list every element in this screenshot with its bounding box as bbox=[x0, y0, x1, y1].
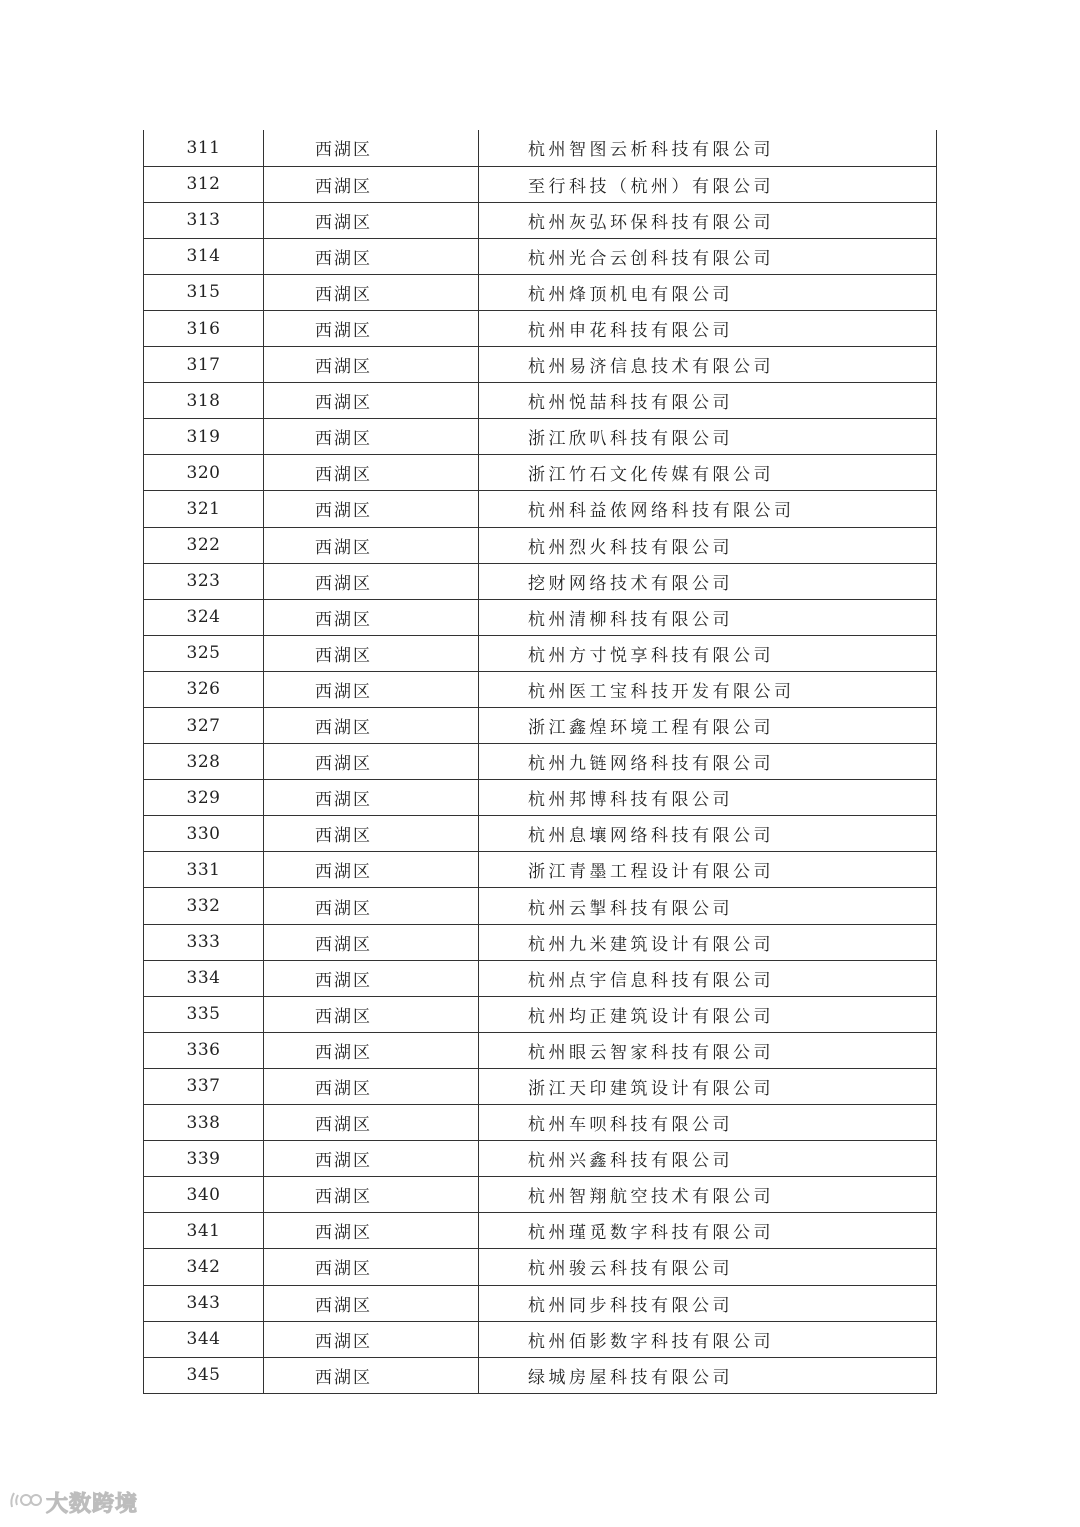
company-name-cell: 杭州车呗科技有限公司 bbox=[479, 1105, 937, 1141]
district-cell: 西湖区 bbox=[264, 1321, 479, 1357]
company-name-cell: 杭州灰弘环保科技有限公司 bbox=[479, 202, 937, 238]
table-row bbox=[144, 491, 937, 527]
company-name-cell: 杭州眼云智家科技有限公司 bbox=[479, 1032, 937, 1068]
company-name-cell: 至行科技（杭州）有限公司 bbox=[479, 166, 937, 202]
row-number: 328 bbox=[144, 744, 264, 780]
company-name-cell: 杭州云掣科技有限公司 bbox=[479, 888, 937, 924]
district-cell: 西湖区 bbox=[264, 1141, 479, 1177]
district-cell: 西湖区 bbox=[264, 996, 479, 1032]
watermark-text: 大数跨境 bbox=[46, 1491, 139, 1517]
sound-wave-logo-icon bbox=[8, 1487, 42, 1517]
district-cell: 西湖区 bbox=[264, 1032, 479, 1068]
row-number: 336 bbox=[144, 1032, 264, 1068]
row-number: 322 bbox=[144, 527, 264, 563]
row-number: 335 bbox=[144, 996, 264, 1032]
table-row bbox=[144, 635, 937, 671]
district-cell: 西湖区 bbox=[264, 1213, 479, 1249]
row-number: 319 bbox=[144, 419, 264, 455]
watermark bbox=[8, 1488, 138, 1516]
table-row bbox=[144, 274, 937, 310]
row-number: 330 bbox=[144, 816, 264, 852]
table-row bbox=[144, 924, 937, 960]
company-name-cell: 浙江欣叭科技有限公司 bbox=[479, 419, 937, 455]
table-row bbox=[144, 744, 937, 780]
row-number: 315 bbox=[144, 274, 264, 310]
table-row bbox=[144, 708, 937, 744]
row-number: 311 bbox=[144, 130, 264, 166]
table-row bbox=[144, 347, 937, 383]
row-number: 339 bbox=[144, 1141, 264, 1177]
row-number: 332 bbox=[144, 888, 264, 924]
company-name-cell: 杭州同步科技有限公司 bbox=[479, 1285, 937, 1321]
table-row bbox=[144, 563, 937, 599]
table-row bbox=[144, 1357, 937, 1393]
district-cell: 西湖区 bbox=[264, 130, 479, 166]
table-row bbox=[144, 816, 937, 852]
table-row bbox=[144, 1032, 937, 1068]
table-row bbox=[144, 996, 937, 1032]
district-cell: 西湖区 bbox=[264, 274, 479, 310]
table-row bbox=[144, 1249, 937, 1285]
row-number: 345 bbox=[144, 1357, 264, 1393]
company-list-table bbox=[143, 130, 937, 1394]
row-number: 313 bbox=[144, 202, 264, 238]
company-name-cell: 浙江竹石文化传媒有限公司 bbox=[479, 455, 937, 491]
district-cell: 西湖区 bbox=[264, 527, 479, 563]
row-number: 344 bbox=[144, 1321, 264, 1357]
district-cell: 西湖区 bbox=[264, 1105, 479, 1141]
district-cell: 西湖区 bbox=[264, 816, 479, 852]
table-row bbox=[144, 960, 937, 996]
district-cell: 西湖区 bbox=[264, 708, 479, 744]
company-name-cell: 杭州均正建筑设计有限公司 bbox=[479, 996, 937, 1032]
table-row bbox=[144, 1141, 937, 1177]
district-cell: 西湖区 bbox=[264, 202, 479, 238]
company-name-cell: 杭州智图云析科技有限公司 bbox=[479, 130, 937, 166]
row-number: 325 bbox=[144, 635, 264, 671]
district-cell: 西湖区 bbox=[264, 455, 479, 491]
row-number: 318 bbox=[144, 383, 264, 419]
table-row bbox=[144, 383, 937, 419]
company-name-cell: 浙江青墨工程设计有限公司 bbox=[479, 852, 937, 888]
district-cell: 西湖区 bbox=[264, 635, 479, 671]
company-name-cell: 杭州九链网络科技有限公司 bbox=[479, 744, 937, 780]
company-name-cell: 杭州智翔航空技术有限公司 bbox=[479, 1177, 937, 1213]
row-number: 331 bbox=[144, 852, 264, 888]
table-row bbox=[144, 310, 937, 346]
row-number: 327 bbox=[144, 708, 264, 744]
row-number: 324 bbox=[144, 599, 264, 635]
row-number: 321 bbox=[144, 491, 264, 527]
district-cell: 西湖区 bbox=[264, 419, 479, 455]
district-cell: 西湖区 bbox=[264, 383, 479, 419]
table-row bbox=[144, 1285, 937, 1321]
row-number: 341 bbox=[144, 1213, 264, 1249]
district-cell: 西湖区 bbox=[264, 1249, 479, 1285]
table-row bbox=[144, 780, 937, 816]
table-body bbox=[144, 130, 937, 1393]
district-cell: 西湖区 bbox=[264, 1068, 479, 1104]
company-name-cell: 杭州兴鑫科技有限公司 bbox=[479, 1141, 937, 1177]
company-name-cell: 杭州科益侬网络科技有限公司 bbox=[479, 491, 937, 527]
table-row bbox=[144, 166, 937, 202]
district-cell: 西湖区 bbox=[264, 744, 479, 780]
row-number: 340 bbox=[144, 1177, 264, 1213]
district-cell: 西湖区 bbox=[264, 238, 479, 274]
table-row bbox=[144, 888, 937, 924]
district-cell: 西湖区 bbox=[264, 347, 479, 383]
table-row bbox=[144, 1177, 937, 1213]
table-row bbox=[144, 455, 937, 491]
row-number: 334 bbox=[144, 960, 264, 996]
district-cell: 西湖区 bbox=[264, 1357, 479, 1393]
row-number: 338 bbox=[144, 1105, 264, 1141]
table-row bbox=[144, 419, 937, 455]
company-name-cell: 杭州光合云创科技有限公司 bbox=[479, 238, 937, 274]
row-number: 323 bbox=[144, 563, 264, 599]
table-row bbox=[144, 238, 937, 274]
district-cell: 西湖区 bbox=[264, 924, 479, 960]
row-number: 312 bbox=[144, 166, 264, 202]
company-name-cell: 杭州医工宝科技开发有限公司 bbox=[479, 671, 937, 707]
table-row bbox=[144, 1213, 937, 1249]
company-name-cell: 杭州骏云科技有限公司 bbox=[479, 1249, 937, 1285]
row-number: 320 bbox=[144, 455, 264, 491]
row-number: 333 bbox=[144, 924, 264, 960]
company-name-cell: 杭州清柳科技有限公司 bbox=[479, 599, 937, 635]
row-number: 342 bbox=[144, 1249, 264, 1285]
company-name-cell: 杭州烽顶机电有限公司 bbox=[479, 274, 937, 310]
company-name-cell: 杭州息壤网络科技有限公司 bbox=[479, 816, 937, 852]
row-number: 317 bbox=[144, 347, 264, 383]
district-cell: 西湖区 bbox=[264, 563, 479, 599]
table-row bbox=[144, 527, 937, 563]
district-cell: 西湖区 bbox=[264, 1285, 479, 1321]
row-number: 343 bbox=[144, 1285, 264, 1321]
company-name-cell: 杭州烈火科技有限公司 bbox=[479, 527, 937, 563]
row-number: 316 bbox=[144, 310, 264, 346]
row-number: 329 bbox=[144, 780, 264, 816]
district-cell: 西湖区 bbox=[264, 852, 479, 888]
company-name-cell: 绿城房屋科技有限公司 bbox=[479, 1357, 937, 1393]
table-row bbox=[144, 852, 937, 888]
row-number: 314 bbox=[144, 238, 264, 274]
table-row bbox=[144, 130, 937, 166]
company-name-cell: 浙江鑫煌环境工程有限公司 bbox=[479, 708, 937, 744]
company-name-cell: 杭州九米建筑设计有限公司 bbox=[479, 924, 937, 960]
table-row bbox=[144, 671, 937, 707]
district-cell: 西湖区 bbox=[264, 960, 479, 996]
table-row bbox=[144, 1105, 937, 1141]
district-cell: 西湖区 bbox=[264, 671, 479, 707]
company-name-cell: 杭州申花科技有限公司 bbox=[479, 310, 937, 346]
district-cell: 西湖区 bbox=[264, 1177, 479, 1213]
district-cell: 西湖区 bbox=[264, 888, 479, 924]
company-name-cell: 杭州方寸悦享科技有限公司 bbox=[479, 635, 937, 671]
company-name-cell: 杭州易济信息技术有限公司 bbox=[479, 347, 937, 383]
table-row bbox=[144, 202, 937, 238]
company-name-cell: 杭州瑾觅数字科技有限公司 bbox=[479, 1213, 937, 1249]
district-cell: 西湖区 bbox=[264, 310, 479, 346]
district-cell: 西湖区 bbox=[264, 166, 479, 202]
district-cell: 西湖区 bbox=[264, 780, 479, 816]
company-name-cell: 杭州邦博科技有限公司 bbox=[479, 780, 937, 816]
company-name-cell: 杭州悦喆科技有限公司 bbox=[479, 383, 937, 419]
company-name-cell: 杭州点宇信息科技有限公司 bbox=[479, 960, 937, 996]
district-cell: 西湖区 bbox=[264, 491, 479, 527]
company-name-cell: 杭州佰影数字科技有限公司 bbox=[479, 1321, 937, 1357]
table-row bbox=[144, 1068, 937, 1104]
company-name-cell: 浙江天印建筑设计有限公司 bbox=[479, 1068, 937, 1104]
table-row bbox=[144, 599, 937, 635]
district-cell: 西湖区 bbox=[264, 599, 479, 635]
company-name-cell: 挖财网络技术有限公司 bbox=[479, 563, 937, 599]
table-row bbox=[144, 1321, 937, 1357]
row-number: 337 bbox=[144, 1068, 264, 1104]
row-number: 326 bbox=[144, 671, 264, 707]
